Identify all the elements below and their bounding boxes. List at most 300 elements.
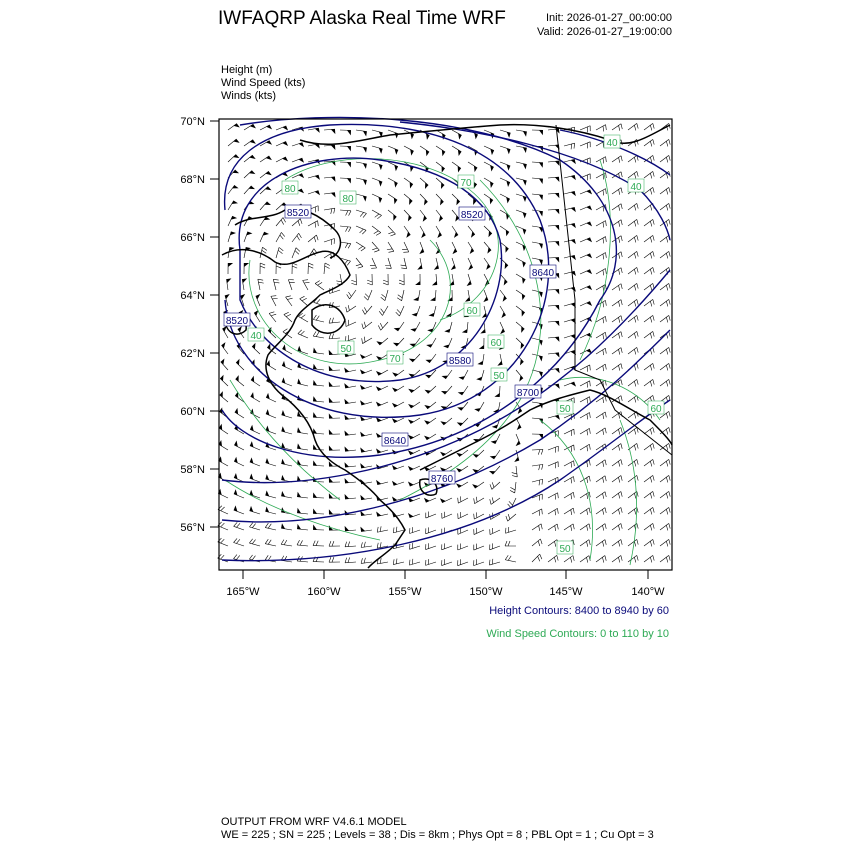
wind-barb: [564, 303, 576, 308]
wind-barb: [596, 268, 606, 275]
wind-barb: [346, 335, 356, 341]
wind-barb: [345, 478, 356, 483]
wind-barb: [484, 178, 493, 188]
wind-barb: [532, 242, 543, 249]
wind-barb: [282, 344, 292, 354]
wind-barb: [344, 430, 356, 435]
wind-barb: [532, 479, 543, 485]
lon-label: 160°W: [307, 586, 341, 598]
wind-barb: [276, 218, 286, 226]
lat-label: 60°N: [180, 406, 205, 418]
wind-barb: [580, 508, 590, 515]
wind-barb: [612, 460, 622, 467]
wind-barb: [329, 445, 340, 450]
wind-barb: [660, 475, 670, 482]
wind-barb: [490, 543, 500, 549]
wind-barb: [276, 247, 283, 258]
wind-barb: [660, 363, 670, 370]
wind-barb: [372, 210, 382, 219]
wind-barb: [426, 559, 436, 565]
wind-barb: [564, 223, 576, 228]
wind-barb: [260, 217, 270, 226]
wind-barb: [329, 382, 340, 387]
height-contour-label: 8520: [460, 210, 484, 221]
wind-barb: [548, 225, 559, 230]
wind-barb: [660, 379, 670, 386]
wind-barb: [580, 222, 592, 227]
wind-barb: [340, 162, 351, 167]
wind-barb: [313, 396, 324, 402]
wind-barb: [376, 480, 388, 485]
wind-barb: [260, 156, 272, 162]
wind-barb: [548, 209, 559, 214]
wind-barb: [500, 178, 510, 187]
wind-barb: [404, 146, 414, 156]
wind-barb: [456, 466, 468, 472]
wind-barb: [424, 498, 436, 503]
wind-barb: [532, 539, 542, 546]
wind-barb: [292, 174, 304, 179]
wind-barb: [596, 332, 606, 339]
wind-barb: [249, 539, 260, 546]
wind-barb: [408, 386, 420, 393]
wind-barb: [258, 279, 264, 290]
wind-barb: [612, 188, 622, 195]
wind-barb: [430, 290, 436, 301]
lat-label: 66°N: [180, 232, 205, 244]
wind-barb: [596, 221, 606, 228]
wind-barb: [244, 232, 252, 242]
wind-barb: [276, 172, 288, 178]
wind-barb: [408, 482, 420, 487]
lon-label: 145°W: [549, 586, 583, 598]
wind-barb: [315, 281, 324, 290]
wind-barb: [410, 322, 420, 332]
wind-barb: [281, 523, 292, 530]
wind-barb: [429, 306, 436, 317]
wind-barb: [532, 178, 543, 184]
wind-barb: [458, 386, 468, 395]
lon-label: 155°W: [388, 586, 422, 598]
wind-barb: [425, 354, 436, 363]
wind-barb: [548, 161, 559, 166]
wind-barb: [596, 508, 606, 515]
wind-barb: [612, 476, 622, 483]
wind-barb: [364, 290, 372, 300]
wind-barb: [532, 130, 543, 135]
wind-barb: [612, 539, 622, 546]
wind-barb: [336, 274, 342, 285]
wind-barb: [516, 194, 527, 202]
wind-barb: [660, 347, 670, 354]
wind-contour: [225, 480, 380, 540]
wind-contour-label: 60: [466, 306, 478, 317]
wind-barb: [409, 354, 420, 362]
wind-barb: [474, 512, 484, 519]
wind-barb: [500, 146, 510, 154]
wind-barb: [265, 507, 276, 514]
kenai-coast: [420, 390, 672, 470]
wind-barb: [346, 305, 356, 312]
wind-barb: [452, 194, 460, 205]
wind-barb: [244, 170, 255, 178]
wind-barb: [548, 540, 558, 547]
wind-barb: [612, 555, 622, 562]
wind-barb: [612, 220, 622, 227]
wind-barb: [440, 498, 452, 503]
wind-barb: [644, 219, 654, 226]
wind-barb: [360, 511, 372, 516]
wind-barb: [410, 543, 420, 549]
wind-barb: [596, 237, 606, 244]
wind-barb: [292, 263, 297, 274]
wind-barb: [628, 347, 638, 354]
wind-barb: [505, 541, 516, 546]
wind-barb: [483, 290, 488, 302]
wind-barb: [329, 333, 340, 338]
wind-barb: [260, 171, 272, 178]
wind-barb: [409, 338, 420, 347]
wind-barb: [404, 226, 410, 238]
wind-barb: [612, 204, 622, 211]
lat-label: 68°N: [180, 174, 205, 186]
wind-barb: [356, 210, 366, 218]
wind-barb: [284, 312, 292, 322]
wind-barb: [628, 155, 638, 162]
wind-barb: [516, 306, 525, 317]
wind-barb: [345, 557, 356, 562]
wind-barb: [564, 143, 575, 149]
wind-barb: [377, 526, 388, 532]
wind-barb: [564, 191, 576, 196]
wind-barb: [401, 258, 407, 269]
wind-barb: [281, 410, 292, 418]
wind-barb: [413, 290, 420, 301]
wind-barb: [356, 130, 367, 137]
wind-barb: [242, 278, 247, 290]
wind-barb: [548, 493, 558, 500]
wind-barb: [228, 139, 240, 146]
wind-barb: [281, 426, 292, 434]
wind-barb: [396, 306, 404, 316]
wind-barb: [360, 527, 372, 532]
wind-barb: [297, 540, 308, 546]
wind-barb: [324, 129, 335, 134]
wind-barb: [351, 274, 356, 285]
wind-barb: [516, 322, 524, 333]
wind-barb: [420, 146, 429, 156]
wind-barb: [308, 221, 318, 228]
wind-barb: [458, 512, 468, 519]
wind-barb: [510, 482, 516, 493]
wind-barb: [298, 330, 308, 338]
height-contour-label: 8700: [516, 388, 540, 399]
wind-barb: [408, 434, 420, 439]
wind-barb: [436, 210, 443, 222]
wind-barb: [356, 178, 367, 185]
wind-barb: [548, 508, 558, 515]
wind-barb: [532, 494, 542, 500]
wind-barb: [516, 434, 521, 446]
wind-contour-label: 40: [630, 182, 642, 193]
wind-barb: [456, 482, 468, 488]
wind-barb: [356, 258, 363, 268]
wind-barb: [484, 242, 491, 254]
wind-barb: [580, 301, 592, 306]
wind-barb: [260, 140, 272, 146]
wind-barb: [580, 190, 592, 195]
wind-barb: [660, 459, 670, 466]
wind-barb: [234, 473, 244, 482]
wind-barb: [265, 490, 276, 498]
wind-barb: [516, 210, 526, 218]
wind-barb: [644, 459, 654, 466]
wind-barb: [345, 494, 356, 499]
wind-barb: [512, 466, 518, 477]
wind-barb: [228, 154, 239, 162]
wind-barb: [505, 555, 516, 562]
wind-barb: [548, 353, 560, 358]
height-contour-label: 8580: [448, 356, 472, 367]
wind-barb: [424, 418, 436, 424]
wind-barb: [468, 242, 474, 254]
wind-barb: [580, 444, 590, 451]
wind-barb: [628, 331, 638, 338]
field-label-height: Height (m): [221, 64, 273, 76]
wind-barb: [408, 418, 420, 424]
wind-barb: [298, 346, 308, 354]
wind-barb: [266, 393, 276, 402]
wind-barb: [434, 258, 439, 270]
wind-barb: [452, 210, 459, 222]
wind-barb: [356, 242, 365, 251]
wind-barb: [313, 460, 324, 466]
wind-barb: [660, 523, 670, 530]
wind-barb: [612, 284, 622, 291]
wind-barb: [442, 559, 452, 565]
wind-barb: [452, 162, 461, 172]
wind-barb: [417, 258, 422, 270]
wind-contour-label: 50: [559, 404, 571, 415]
wind-barb: [356, 162, 367, 169]
wind-barb: [281, 475, 292, 482]
wind-barb: [250, 441, 260, 450]
wind-barb: [251, 392, 260, 402]
wind-barb: [345, 541, 356, 546]
wind-barb: [394, 322, 404, 331]
wind-barb: [276, 232, 285, 242]
wind-barb: [297, 427, 308, 434]
wind-contour: [540, 420, 593, 560]
wind-barb: [297, 524, 308, 530]
wind-barb: [612, 300, 622, 307]
wind-barb: [362, 322, 372, 329]
wind-barb: [580, 238, 592, 243]
wind-barb: [532, 162, 543, 168]
wind-barb: [457, 418, 468, 426]
wind-barb: [260, 125, 272, 130]
wind-barb: [250, 474, 260, 482]
wind-barb: [425, 386, 436, 393]
wind-barb: [402, 242, 409, 252]
wind-barb: [548, 241, 559, 246]
wind-barb: [376, 402, 388, 407]
wind-barb: [532, 258, 543, 265]
wind-barb: [235, 408, 244, 418]
wind-barb: [228, 185, 239, 194]
wind-barb: [548, 289, 559, 294]
legend-height-contours: Height Contours: 8400 to 8940 by 60: [489, 605, 669, 617]
wind-contour-label: 50: [340, 344, 352, 355]
wind-barb: [313, 412, 324, 418]
wind-barb: [228, 123, 240, 130]
wind-barb: [281, 556, 292, 562]
wind-barb: [580, 524, 590, 531]
wind-barb: [596, 492, 606, 499]
wind-barb: [392, 418, 404, 423]
wind-barb: [404, 178, 413, 188]
wind-barb: [494, 386, 500, 397]
lat-label: 64°N: [180, 290, 205, 302]
wind-barb: [580, 286, 592, 291]
wind-barb: [644, 539, 654, 546]
wind-barb: [580, 381, 590, 388]
wind-barb: [516, 258, 526, 268]
wind-barb: [458, 544, 468, 550]
wind-barb: [644, 523, 654, 530]
wind-barb: [532, 449, 543, 454]
wind-barb: [516, 370, 523, 382]
wind-barb: [628, 523, 638, 530]
wind-barb: [298, 313, 308, 322]
valid-time: Valid: 2026-01-27_19:00:00: [537, 26, 672, 38]
wind-barb: [404, 130, 414, 139]
wind-barb: [362, 306, 372, 314]
lon-label: 165°W: [226, 586, 260, 598]
wind-barb: [420, 178, 428, 189]
wind-barb: [490, 450, 500, 459]
footer-config: WE = 225 ; SN = 225 ; Levels = 38 ; Dis = 8km ; Phys Opt = 8 ; PBL Opt = 1 ; Cu Opt = 3: [221, 829, 654, 841]
wind-barb: [644, 299, 654, 306]
wind-barb: [548, 177, 559, 182]
footer-model: OUTPUT FROM WRF V4.6.1 MODEL: [221, 816, 407, 828]
wind-barb: [370, 258, 377, 268]
wind-barb: [361, 542, 372, 548]
wind-barb: [500, 194, 510, 203]
wind-barb: [388, 210, 397, 221]
wind-barb: [500, 274, 507, 286]
wind-barb: [532, 524, 542, 531]
wind-barb: [564, 382, 576, 387]
field-label-wind-speed: Wind Speed (kts): [221, 77, 306, 89]
wind-barb: [628, 235, 638, 242]
wind-barb: [467, 274, 472, 286]
wind-barb: [250, 490, 260, 498]
wind-barb: [596, 364, 606, 371]
wind-barb: [372, 146, 383, 154]
wind-barb: [468, 258, 473, 270]
wind-barb: [490, 528, 500, 535]
wind-contour-label: 50: [559, 544, 571, 555]
wind-barb: [484, 146, 494, 155]
wind-barb: [564, 461, 574, 468]
wind-barb: [250, 425, 260, 434]
lat-label: 56°N: [180, 522, 205, 534]
wind-barb: [596, 125, 606, 132]
wind-barb: [474, 528, 484, 535]
wind-barb: [254, 310, 260, 322]
wind-barb: [252, 343, 260, 354]
wind-barb: [660, 251, 670, 258]
wind-barb: [440, 418, 452, 425]
wind-barb: [596, 524, 606, 531]
wind-barb: [244, 140, 256, 146]
wind-barb: [516, 290, 525, 300]
wind-barb: [564, 508, 574, 515]
wind-barb: [303, 280, 310, 290]
wind-barb: [234, 522, 244, 530]
wind-barb: [329, 477, 340, 482]
wind-barb: [372, 242, 379, 252]
wind-barb: [392, 402, 404, 407]
wind-barb: [660, 283, 670, 290]
wind-barb: [476, 370, 484, 381]
wind-barb: [644, 475, 654, 482]
wind-barb: [612, 364, 622, 371]
wind-barb: [228, 231, 236, 242]
wind-barb: [388, 194, 397, 204]
wind-barb: [660, 139, 670, 146]
wind-barb: [660, 539, 670, 546]
wind-barb: [628, 251, 638, 258]
wind-barb: [392, 465, 404, 470]
wind-barb: [281, 459, 292, 466]
wind-barb: [282, 361, 292, 370]
wind-barb: [516, 274, 525, 284]
wind-barb: [387, 242, 394, 252]
wind-barb: [564, 271, 576, 276]
wind-barb: [408, 402, 420, 408]
wind-barb: [580, 397, 590, 404]
wind-barb: [376, 448, 388, 453]
wind-barb: [660, 315, 670, 322]
wind-barb: [360, 369, 372, 374]
wind-barb: [443, 338, 452, 348]
wind-barb: [477, 354, 484, 365]
wind-barb: [516, 338, 524, 349]
wind-barb: [660, 299, 670, 306]
wind-barb: [474, 402, 484, 412]
wind-barb: [324, 193, 336, 198]
wind-barb: [376, 370, 388, 375]
wind-contour-label: 80: [284, 184, 296, 195]
wind-barb: [532, 338, 543, 346]
wind-barb: [644, 491, 654, 498]
wind-barb: [564, 429, 574, 436]
wind-barb: [564, 476, 574, 483]
wind-barb: [313, 428, 324, 434]
wind-barb: [500, 226, 509, 236]
wind-barb: [474, 497, 484, 504]
wind-barb: [596, 253, 606, 260]
wind-barb: [612, 491, 622, 498]
wind-barb: [324, 208, 335, 214]
wind-barb: [474, 559, 484, 565]
wind-barb: [256, 294, 261, 306]
wind-barb: [516, 146, 527, 153]
wind-barb: [548, 446, 558, 452]
wind-barb: [452, 242, 457, 254]
